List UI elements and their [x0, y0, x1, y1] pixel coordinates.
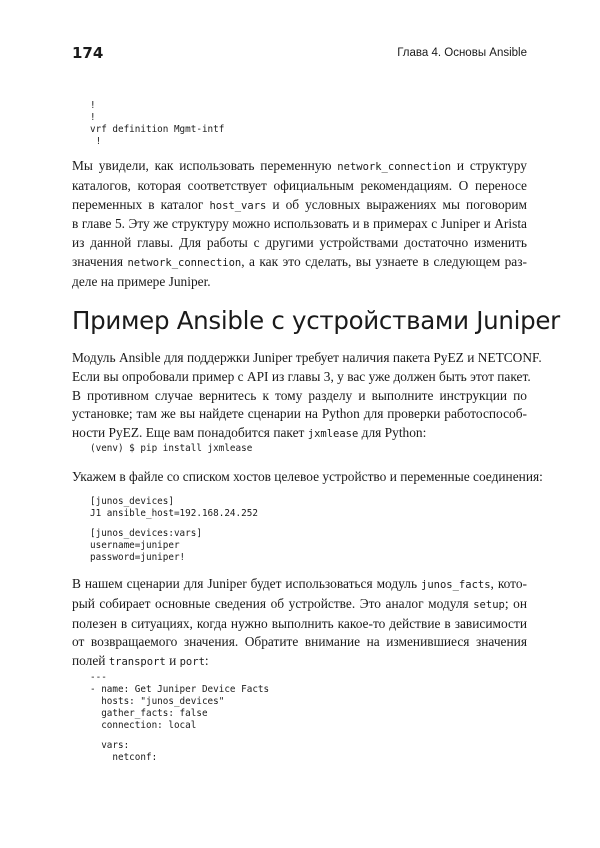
text-run: переменных в каталог [72, 196, 210, 212]
text-line [72, 215, 527, 234]
code-line: gather_facts: false [90, 708, 208, 719]
text-line [72, 405, 527, 424]
code-line: ! [90, 112, 96, 123]
code-block [90, 740, 157, 764]
code-block [90, 672, 269, 732]
text-run: , а как это сделать, вы узнаете в следующем раз- [241, 253, 527, 269]
text-line [72, 615, 527, 634]
code-line: - name: Get Juniper Device Facts [90, 684, 270, 695]
text-run: из данной главы. Для работы с другими устройствами достаточно изменить [72, 235, 527, 251]
text-line [72, 349, 542, 368]
text-line [72, 652, 527, 672]
inline-code: transport [108, 656, 166, 669]
text-line [72, 234, 527, 253]
text-run: , кото- [490, 576, 527, 591]
text-line [72, 253, 527, 273]
page-header [72, 44, 527, 66]
text-line [72, 273, 527, 292]
text-run: каталогов, которая соответствует официальным рекомендациям. О переносе [72, 177, 527, 193]
inline-code: junos_facts [421, 579, 491, 591]
text-line [72, 196, 527, 216]
text-run: деле на примере Juniper. [72, 273, 211, 289]
inline-code: setup [473, 598, 505, 611]
text-run: рый собирает основные сведения об устройстве. Это аналог модуля [72, 595, 474, 611]
text-run: и структуру [451, 158, 527, 173]
text-run: полезен в ситуациях, когда нужно выполнить какое-то действие в зависимости [72, 615, 527, 631]
body-paragraph [72, 468, 543, 487]
body-paragraph [72, 157, 527, 292]
text-line [72, 424, 527, 444]
code-line: netconf: [90, 752, 158, 763]
text-run: : [204, 653, 209, 669]
code-line: ! [90, 136, 102, 147]
text-run: полей [72, 653, 109, 669]
text-run: Модуль Ansible для поддержки Juniper требует наличия пакета PyEZ и NETCONF. [72, 350, 542, 365]
code-line: vars: [90, 740, 130, 751]
text-run: В противном случае вернитесь к тому разделу и выполните инструкции по [72, 387, 527, 403]
section-heading: Пример Ansible с устройствами Juniper [72, 306, 560, 335]
text-line [72, 387, 527, 406]
text-run: ; он [504, 595, 527, 611]
text-run: установке; там же вы найдете сценарии на Python для проверки работоспособ- [72, 406, 527, 422]
text-run: В нашем сценарии для Juniper будет использоваться модуль [72, 576, 421, 591]
text-line [72, 633, 527, 652]
code-line: ! [90, 100, 96, 111]
text-line [72, 468, 543, 487]
running-chapter-title: Глава 4. Основы Ansible [397, 47, 527, 59]
text-run: от возвращаемого значения. Обратите внимание на изменившиеся значения [72, 634, 527, 650]
text-run: значения [72, 253, 128, 269]
text-line [72, 595, 527, 615]
page-number: 174 [72, 44, 104, 62]
code-line: (venv) $ pip install jxmlease [90, 443, 253, 454]
code-line: username=juniper [90, 540, 180, 551]
text-run: и об условных выражениях мы поговорим [266, 196, 528, 212]
code-line: [junos_devices] [90, 496, 174, 507]
text-line [72, 177, 527, 196]
code-line: hosts: "junos_devices" [90, 696, 225, 707]
text-run: ности PyEZ. Еще вам понадобится пакет [72, 425, 308, 441]
code-line: vrf definition Mgmt-intf [90, 124, 225, 135]
code-line: J1 ansible_host=192.168.24.252 [90, 508, 258, 519]
text-run: Мы увидели, как использовать переменную [72, 158, 338, 173]
code-line: [junos_devices:vars] [90, 528, 202, 539]
body-paragraph [72, 349, 542, 444]
code-block [90, 100, 224, 148]
body-paragraph [72, 575, 527, 672]
inline-code: network_connection [337, 161, 452, 173]
text-line [72, 368, 531, 387]
code-block [90, 443, 252, 455]
text-line [72, 575, 527, 595]
code-block [90, 528, 202, 564]
text-run: Укажем в файле со списком хостов целевое устройство и переменные соединения: [72, 469, 543, 484]
inline-code: port [179, 656, 205, 669]
inline-code: host_vars [209, 199, 267, 212]
text-run: Если вы опробовали пример с API из главы 3, у вас уже должен быть этот пакет. [72, 368, 531, 384]
text-run: в главе 5. Эту же структуру можно использовать и в примерах с Juniper и Arista [72, 216, 527, 232]
text-line [72, 157, 527, 177]
code-line: connection: local [90, 720, 197, 731]
text-run: и [165, 653, 180, 669]
code-block [90, 496, 258, 520]
inline-code: jxmlease [307, 428, 359, 441]
code-line: --- [90, 672, 107, 683]
text-run: для Python: [358, 425, 427, 441]
code-line: password=juniper! [90, 552, 186, 563]
inline-code: network_connection [127, 256, 242, 269]
